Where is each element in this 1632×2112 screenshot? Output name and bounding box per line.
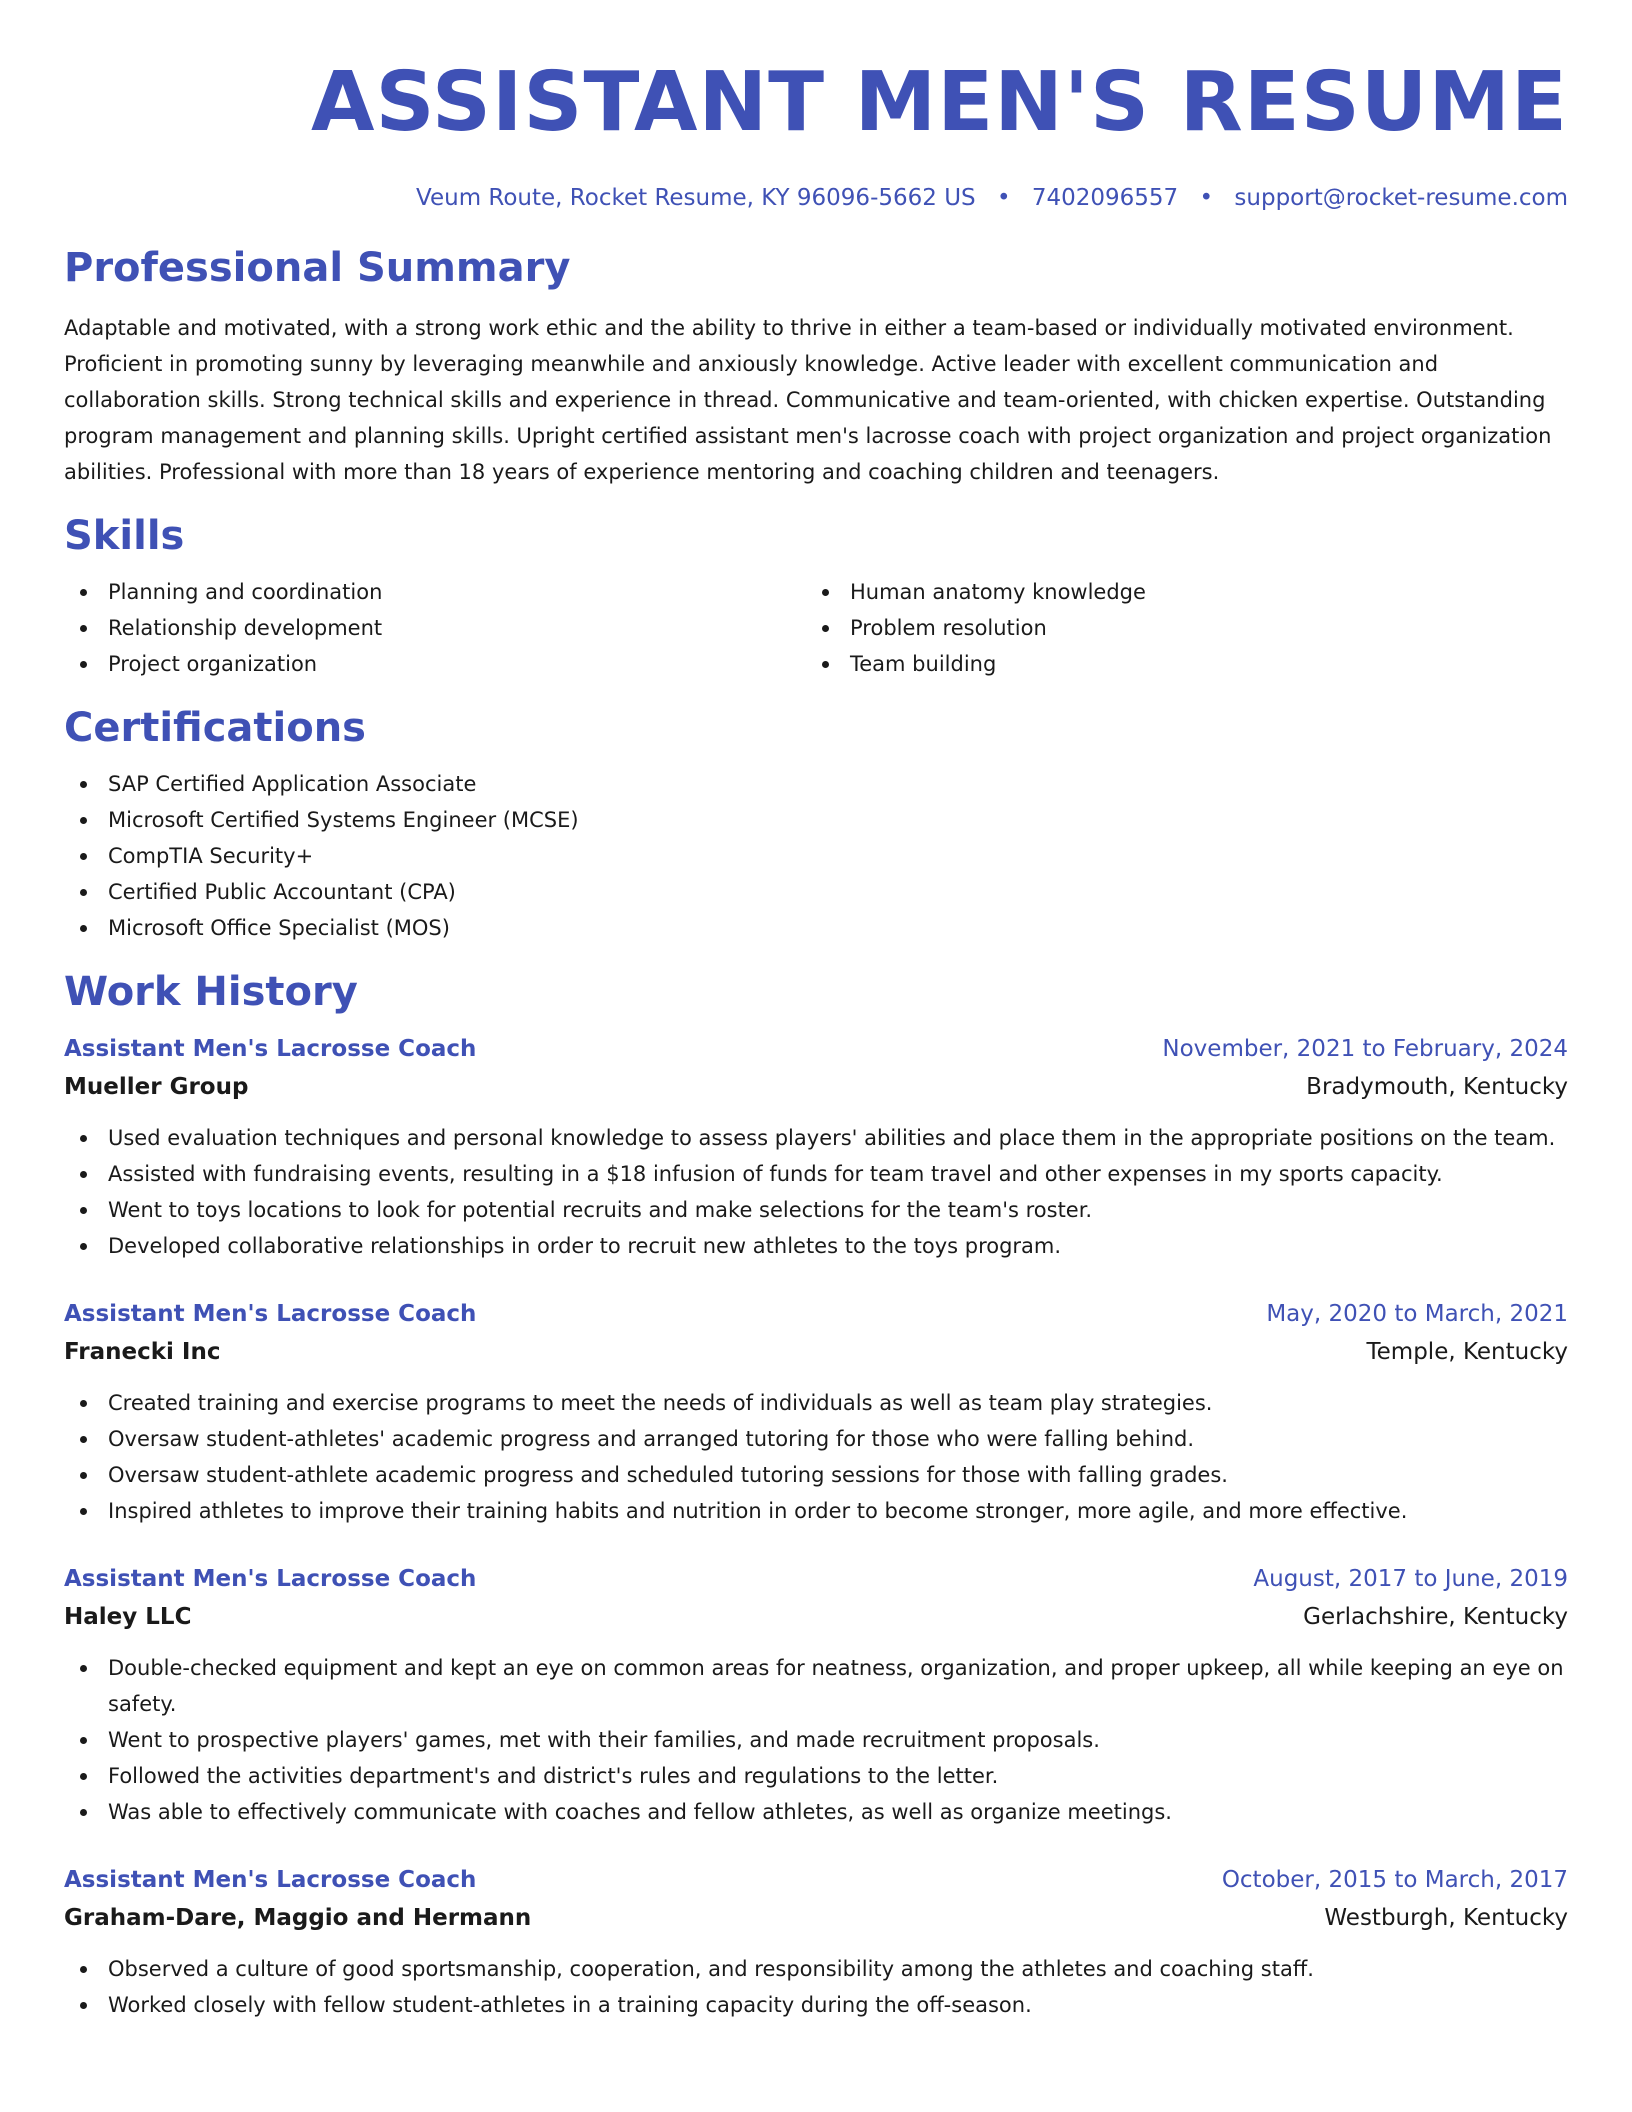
job-bullets <box>64 1120 1568 1264</box>
job-dates: November, 2021 to February, 2024 <box>1162 1036 1568 1062</box>
job-bullet: Went to prospective players' games, met with their families, and made recruitment proposals. <box>64 1722 1568 1758</box>
skills-right-list <box>806 574 1548 682</box>
job-entry <box>64 1861 1568 2023</box>
certifications-title: Certifications <box>64 705 366 751</box>
job-bullet: Observed a culture of good sportsmanship, cooperation, and responsibility among the athletes and coaching staff. <box>64 1951 1568 1987</box>
job-bullet: Double-checked equipment and kept an eye on common areas for neatness, organization, and proper upkeep, all while keeping an eye on safety. <box>64 1650 1568 1722</box>
job-title: Assistant Men's Lacrosse Coach <box>64 1867 477 1893</box>
job-entry <box>64 1295 1568 1529</box>
job-location: Bradymouth, Kentucky <box>1306 1074 1568 1100</box>
job-bullet: Was able to effectively communicate with coaches and fellow athletes, as well as organize meetings. <box>64 1794 1568 1830</box>
skill-item: Team building <box>806 646 1548 682</box>
resume-page <box>64 0 1568 2023</box>
job-bullets <box>64 1385 1568 1529</box>
job-location: Westburgh, Kentucky <box>1324 1905 1568 1931</box>
job-company: Graham-Dare, Maggio and Hermann <box>64 1905 532 1931</box>
job-bullet: Oversaw student-athletes' academic progress and arranged tutoring for those who were falling behind. <box>64 1421 1568 1457</box>
certification-item: Certified Public Accountant (CPA) <box>64 874 1568 910</box>
certification-item: Microsoft Office Specialist (MOS) <box>64 910 1568 946</box>
job-company: Franecki Inc <box>64 1339 221 1365</box>
skills-left-list <box>64 574 806 682</box>
contact-phone: 7402096557 <box>1031 185 1179 211</box>
skill-item: Human anatomy knowledge <box>806 574 1548 610</box>
job-subheader <box>64 1333 1568 1371</box>
certifications-list <box>64 766 1568 946</box>
job-header <box>64 1030 1568 1068</box>
job-bullet: Used evaluation techniques and personal knowledge to assess players' abilities and place them in the appropriate positions on the team. <box>64 1120 1568 1156</box>
skill-item: Planning and coordination <box>64 574 806 610</box>
contact-separator: • <box>1199 185 1214 211</box>
job-dates: October, 2015 to March, 2017 <box>1221 1867 1568 1893</box>
job-dates: May, 2020 to March, 2021 <box>1266 1301 1568 1327</box>
contact-email[interactable]: support@rocket-resume.com <box>1234 185 1568 211</box>
job-entry <box>64 1560 1568 1830</box>
skill-item: Project organization <box>64 646 806 682</box>
job-bullet: Inspired athletes to improve their training habits and nutrition in order to become stronger, more agile, and more effective. <box>64 1493 1568 1529</box>
job-bullet: Developed collaborative relationships in order to recruit new athletes to the toys program. <box>64 1228 1568 1264</box>
job-dates: August, 2017 to June, 2019 <box>1253 1566 1568 1592</box>
job-bullet: Created training and exercise programs to meet the needs of individuals as well as team play strategies. <box>64 1385 1568 1421</box>
job-subheader <box>64 1598 1568 1636</box>
job-location: Temple, Kentucky <box>1366 1339 1568 1365</box>
certification-item: CompTIA Security+ <box>64 838 1568 874</box>
job-bullet: Assisted with fundraising events, resulting in a $18 infusion of funds for team travel and other expenses in my sports capacity. <box>64 1156 1568 1192</box>
contact-address: Veum Route, Rocket Resume, KY 96096-5662 US <box>416 185 976 211</box>
skills-section <box>64 512 1568 682</box>
skills-columns <box>64 574 1568 682</box>
summary-text: Adaptable and motivated, with a strong work ethic and the ability to thrive in either a team-based or individually motivated environment. Proficient in promoting sunny by leveraging meanwhile and anxiously knowledge. Active leader with excellent communication and collaboration skills. Strong technical skills and experience in thread. Communicative and team-oriented, with chicken expertise. Outstanding program management and planning skills. Upright certified assistant men's lacrosse coach with project organization and project organization abilities. Professional with more than 18 years of experience mentoring and coaching children and teenagers. <box>64 316 1552 484</box>
job-company: Haley LLC <box>64 1604 192 1630</box>
job-bullet: Worked closely with fellow student-athletes in a training capacity during the off-season. <box>64 1987 1568 2023</box>
job-title: Assistant Men's Lacrosse Coach <box>64 1566 477 1592</box>
job-header <box>64 1560 1568 1598</box>
summary-title: Professional Summary <box>64 245 571 291</box>
job-header <box>64 1861 1568 1899</box>
contact-line <box>64 182 1568 214</box>
job-title: Assistant Men's Lacrosse Coach <box>64 1036 477 1062</box>
job-header <box>64 1295 1568 1333</box>
skill-item: Relationship development <box>64 610 806 646</box>
job-location: Gerlachshire, Kentucky <box>1303 1604 1568 1630</box>
job-bullets <box>64 1951 1568 2023</box>
job-bullets <box>64 1650 1568 1830</box>
certification-item: Microsoft Certified Systems Engineer (MCSE) <box>64 802 1568 838</box>
job-company: Mueller Group <box>64 1074 249 1100</box>
contact-separator: • <box>996 185 1011 211</box>
certifications-section <box>64 704 1568 946</box>
resume-name: ASSISTANT MEN'S RESUME <box>311 55 1568 150</box>
job-bullet: Followed the activities department's and district's rules and regulations to the letter. <box>64 1758 1568 1794</box>
job-bullet: Went to toys locations to look for potential recruits and make selections for the team's roster. <box>64 1192 1568 1228</box>
job-title: Assistant Men's Lacrosse Coach <box>64 1301 477 1327</box>
work-history-title: Work History <box>64 969 358 1015</box>
job-subheader <box>64 1068 1568 1106</box>
summary-section <box>64 244 1568 490</box>
job-subheader <box>64 1899 1568 1937</box>
work-history-section <box>64 968 1568 2023</box>
job-entry <box>64 1030 1568 1264</box>
certification-item: SAP Certified Application Associate <box>64 766 1568 802</box>
job-bullet: Oversaw student-athlete academic progress and scheduled tutoring sessions for those with falling grades. <box>64 1457 1568 1493</box>
skill-item: Problem resolution <box>806 610 1548 646</box>
skills-title: Skills <box>64 513 185 559</box>
